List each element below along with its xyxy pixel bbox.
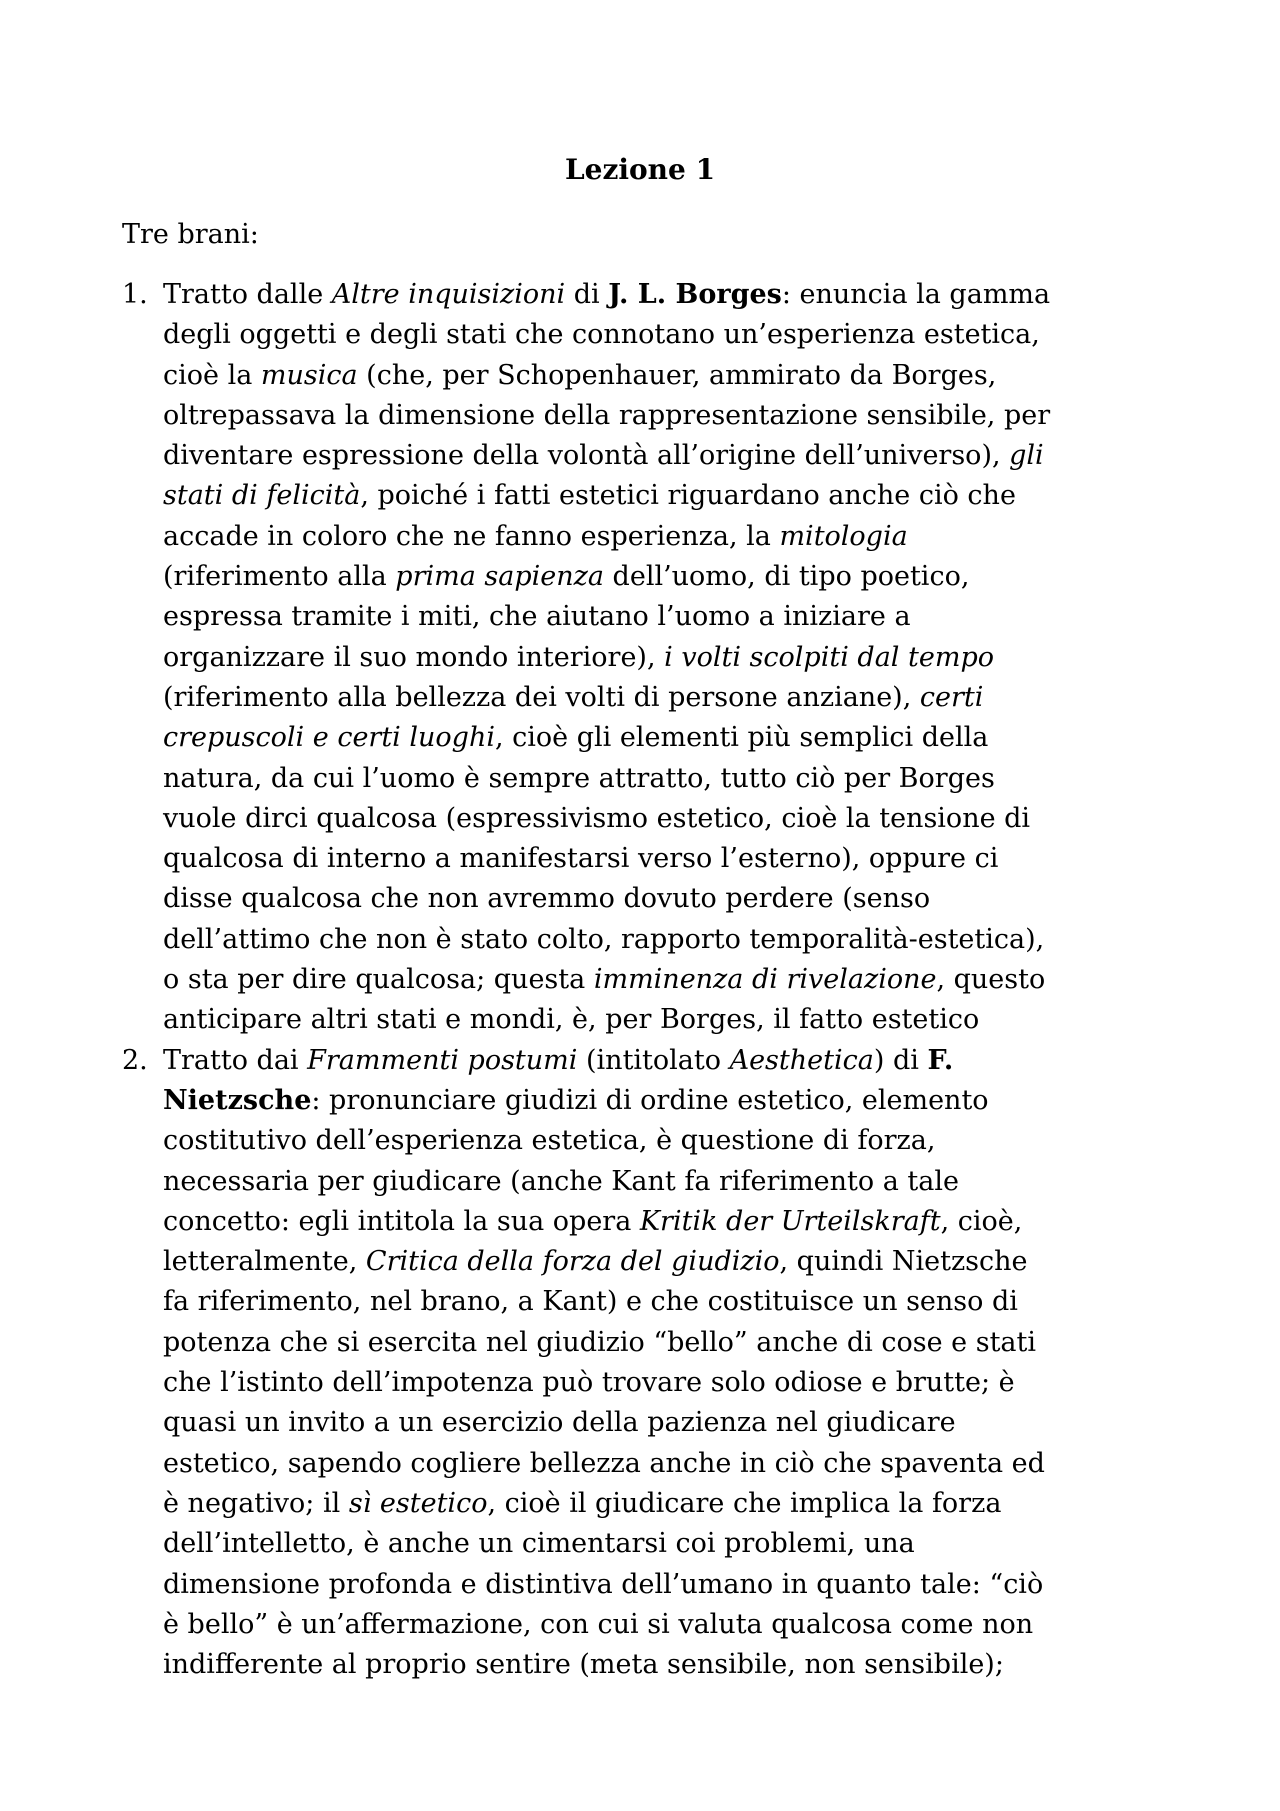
- text-segment: (riferimento alla: [163, 561, 396, 593]
- text-line: [163, 759, 1182, 799]
- text-segment: fa riferimento, nel brano, a Kant) e che costituisce un senso di: [163, 1286, 1018, 1318]
- text-segment: , poiché i fatti estetici riguardano anche ciò che: [360, 480, 1016, 512]
- text-segment: concetto: egli intitola la sua opera: [163, 1205, 640, 1237]
- page-title: Lezione 1: [564, 153, 716, 186]
- text-segment: (riferimento alla bellezza dei volti di persone anziane),: [163, 681, 920, 713]
- text-line: [163, 1565, 1182, 1605]
- list-item-number: 2.: [122, 1044, 148, 1076]
- bold-text: Nietzsche: [163, 1084, 312, 1116]
- text-segment: : pronunciare giudizi di ordine estetico, elemento: [311, 1084, 989, 1116]
- text-line: [163, 678, 1182, 718]
- text-segment: disse qualcosa che non avremmo dovuto perdere (senso: [163, 883, 931, 915]
- text-line: [163, 275, 1182, 315]
- text-segment: ) di: [873, 1044, 928, 1076]
- italic-text: Kritik der Urteilskraft: [639, 1205, 941, 1237]
- text-segment: espressa tramite i miti, che aiutano l’uomo a iniziare a: [163, 601, 911, 633]
- text-segment: potenza che si esercita nel giudizio “bello” anche di cose e stati: [163, 1326, 1037, 1358]
- text-line: [163, 436, 1182, 476]
- list-item: [122, 1041, 1182, 1686]
- text-segment: è negativo; il: [163, 1487, 349, 1519]
- text-segment: dell’uomo, di tipo poetico,: [603, 561, 970, 593]
- text-segment: (intitolato: [577, 1044, 730, 1076]
- text-segment: , quindi Nietzsche: [779, 1246, 1028, 1278]
- italic-text: certi: [919, 681, 984, 713]
- text-segment: vuole dirci qualcosa (espressivismo estetico, cioè la tensione di: [163, 802, 1031, 834]
- text-segment: anticipare altri stati e mondi, è, per Borges, il fatto estetico: [163, 1004, 980, 1036]
- italic-text: mitologia: [779, 520, 908, 552]
- italic-text: Frammenti postumi: [307, 1044, 578, 1076]
- text-segment: : enuncia la gamma: [781, 279, 1051, 310]
- text-line: [163, 1484, 1182, 1524]
- text-segment: , cioè il giudicare che implica la forza: [487, 1487, 1002, 1519]
- text-line: [163, 1202, 1182, 1242]
- italic-text: stati di felicità: [163, 480, 361, 512]
- text-line: [163, 638, 1182, 678]
- intro-text: Tre brani:: [122, 219, 259, 250]
- list-item: [122, 275, 1182, 1041]
- text-segment: Tratto dalle: [163, 279, 332, 310]
- text-segment: che l’istinto dell’impotenza può trovare solo odiose e brutte; è: [163, 1367, 1015, 1399]
- text-segment: quasi un invito a un esercizio della pazienza nel giudicare: [163, 1407, 956, 1439]
- italic-text: Critica della forza del giudizio: [365, 1246, 780, 1278]
- text-line: [163, 517, 1182, 557]
- text-segment: (che, per Schopenhauer, ammirato da Borges,: [357, 359, 997, 391]
- text-segment: dimensione profonda e distintiva dell’umano in quanto tale: “ciò: [163, 1568, 1044, 1600]
- text-line: [163, 1645, 1182, 1685]
- text-line: [163, 476, 1182, 516]
- text-segment: accade in coloro che ne fanno esperienza, la: [163, 520, 780, 552]
- text-line: [163, 1162, 1182, 1202]
- italic-text: crepuscoli e certi luoghi: [163, 722, 495, 754]
- text-line: [163, 396, 1182, 436]
- italic-text: musica: [260, 359, 358, 391]
- text-line: [163, 1121, 1182, 1161]
- text-line: [163, 1000, 1182, 1040]
- text-segment: natura, da cui l’uomo è sempre attratto, tutto ciò per Borges: [163, 762, 995, 794]
- text-segment: necessaria per giudicare (anche Kant fa riferimento a tale: [163, 1165, 959, 1197]
- text-line: [163, 557, 1182, 597]
- text-line: [163, 1444, 1182, 1484]
- list-item-number: 1.: [122, 279, 148, 310]
- italic-text: Altre inquisizioni: [331, 279, 566, 310]
- text-line: [163, 1081, 1182, 1121]
- text-segment: qualcosa di interno a manifestarsi verso l’esterno), oppure ci: [163, 843, 999, 875]
- text-line: [163, 839, 1182, 879]
- text-segment: estetico, sapendo cogliere bellezza anche in ciò che spaventa ed: [163, 1447, 1045, 1479]
- italic-text: gli: [1009, 440, 1044, 472]
- text-segment: costitutivo dell’esperienza estetica, è questione di forza,: [163, 1125, 936, 1157]
- text-line: [163, 597, 1182, 637]
- text-line: [163, 356, 1182, 396]
- italic-text: i volti scolpiti dal tempo: [664, 641, 994, 673]
- text-line: [163, 718, 1182, 758]
- text-line: [163, 920, 1182, 960]
- text-line: [163, 960, 1182, 1000]
- text-line: [163, 1041, 1182, 1081]
- text-line: [163, 315, 1182, 355]
- text-segment: diventare espressione della volontà all’origine dell’universo),: [163, 440, 1010, 472]
- bold-text: F.: [927, 1044, 954, 1076]
- text-segment: di: [565, 279, 609, 310]
- text-segment: indifferente al proprio sentire (meta sensibile, non sensibile);: [163, 1649, 1004, 1681]
- text-line: [163, 1363, 1182, 1403]
- text-line: [163, 1403, 1182, 1443]
- italic-text: prima sapienza: [395, 561, 604, 593]
- bold-text: J. L. Borges: [608, 279, 782, 310]
- italic-text: imminenza di rivelazione: [593, 964, 937, 996]
- text-line: [163, 1282, 1182, 1322]
- text-line: [163, 1605, 1182, 1645]
- text-segment: oltrepassava la dimensione della rappresentazione sensibile, per: [163, 399, 1051, 431]
- text-line: [163, 799, 1182, 839]
- text-line: [163, 1323, 1182, 1363]
- text-line: [163, 1524, 1182, 1564]
- text-segment: letteralmente,: [163, 1246, 366, 1278]
- text-segment: , cioè,: [940, 1205, 1023, 1237]
- text-segment: Tratto dai: [163, 1044, 308, 1076]
- text-line: [163, 1242, 1182, 1282]
- text-segment: cioè la: [163, 359, 261, 391]
- numbered-list: [122, 275, 1182, 1685]
- text-segment: è bello” è un’affermazione, con cui si valuta qualcosa come non: [163, 1608, 1034, 1640]
- text-segment: o sta per dire qualcosa; questa: [163, 964, 594, 996]
- text-segment: , cioè gli elementi più semplici della: [495, 722, 989, 754]
- text-segment: organizzare il suo mondo interiore),: [163, 641, 665, 673]
- text-segment: dell’intelletto, è anche un cimentarsi coi problemi, una: [163, 1528, 915, 1560]
- text-segment: degli oggetti e degli stati che connotano un’esperienza estetica,: [163, 319, 1040, 351]
- text-line: [163, 879, 1182, 919]
- italic-text: Aesthetica: [729, 1044, 874, 1076]
- text-segment: dell’attimo che non è stato colto, rapporto temporalità-estetica),: [163, 923, 1045, 955]
- italic-text: sì estetico: [348, 1487, 488, 1519]
- text-segment: , questo: [936, 964, 1046, 996]
